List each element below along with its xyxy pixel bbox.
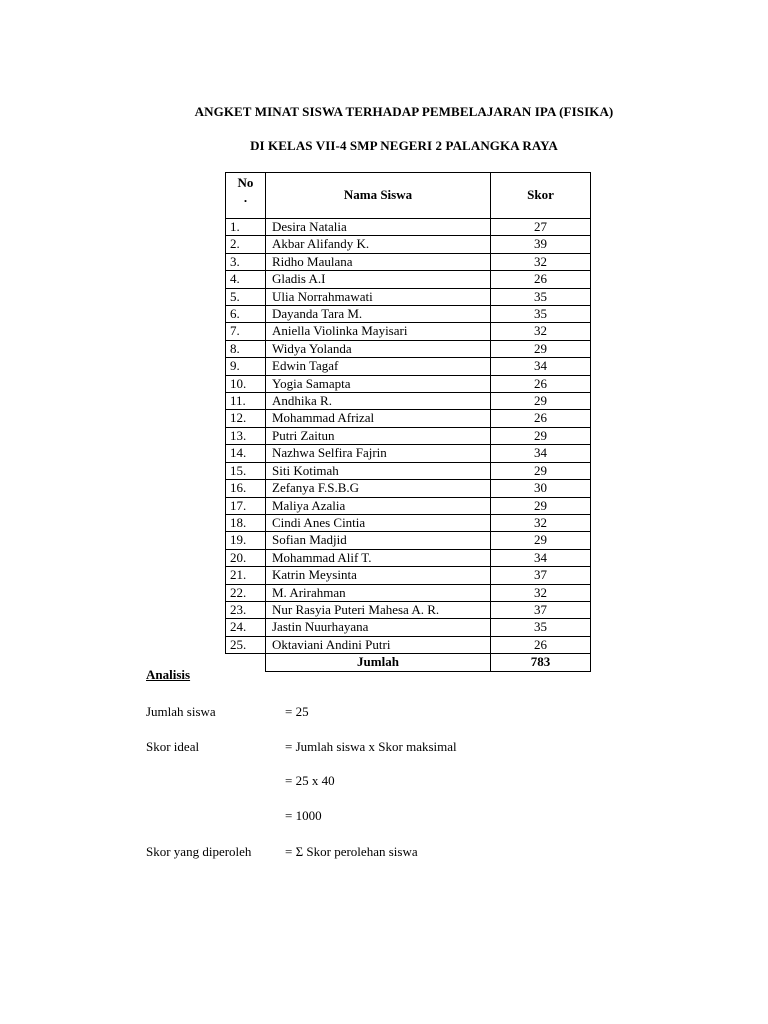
analysis-value: = 25 — [285, 704, 309, 719]
student-score: 35 — [491, 288, 591, 305]
student-name: M. Arirahman — [266, 584, 491, 601]
student-name: Yogia Samapta — [266, 375, 491, 392]
student-score: 29 — [491, 462, 591, 479]
student-score: 34 — [491, 358, 591, 375]
table-row — [226, 323, 591, 340]
row-number: 24. — [226, 619, 266, 636]
student-name: Gladis A.I — [266, 271, 491, 288]
row-number: 8. — [226, 340, 266, 357]
student-name: Dayanda Tara M. — [266, 306, 491, 323]
document-title: ANGKET MINAT SISWA TERHADAP PEMBELAJARAN IPA (FISIKA) — [194, 104, 614, 119]
student-score: 37 — [491, 601, 591, 618]
analysis-label: Jumlah siswa — [146, 704, 216, 719]
table-row — [226, 636, 591, 653]
row-number: 6. — [226, 306, 266, 323]
student-name: Nazhwa Selfira Fajrin — [266, 445, 491, 462]
student-name: Ridho Maulana — [266, 253, 491, 270]
table-row — [226, 358, 591, 375]
row-number: 3. — [226, 253, 266, 270]
student-score: 26 — [491, 271, 591, 288]
table-row — [226, 375, 591, 392]
student-score: 27 — [491, 219, 591, 236]
row-number: 11. — [226, 393, 266, 410]
row-number: 22. — [226, 584, 266, 601]
student-name: Desira Natalia — [266, 219, 491, 236]
score-table — [225, 172, 591, 672]
table-row — [226, 567, 591, 584]
student-score: 26 — [491, 375, 591, 392]
analysis-label: Skor yang diperoleh — [146, 844, 252, 859]
table-total-row — [226, 654, 591, 671]
row-number: 9. — [226, 358, 266, 375]
row-number: 12. — [226, 410, 266, 427]
table-row — [226, 253, 591, 270]
table-row — [226, 271, 591, 288]
row-number: 21. — [226, 567, 266, 584]
student-score: 29 — [491, 427, 591, 444]
student-name: Akbar Alifandy K. — [266, 236, 491, 253]
table-row — [226, 601, 591, 618]
student-name: Mohammad Alif T. — [266, 549, 491, 566]
student-name: Edwin Tagaf — [266, 358, 491, 375]
analysis-heading: Analisis — [146, 667, 191, 682]
row-number: 23. — [226, 601, 266, 618]
row-number: 1. — [226, 219, 266, 236]
table-row — [226, 497, 591, 514]
table-row — [226, 480, 591, 497]
row-number: 18. — [226, 514, 266, 531]
student-score: 29 — [491, 393, 591, 410]
student-name: Aniella Violinka Mayisari — [266, 323, 491, 340]
analysis-value: = Jumlah siswa x Skor maksimal — [285, 739, 457, 754]
student-score: 37 — [491, 567, 591, 584]
student-score: 32 — [491, 584, 591, 601]
student-name: Andhika R. — [266, 393, 491, 410]
row-number: 20. — [226, 549, 266, 566]
student-name: Nur Rasyia Puteri Mahesa A. R. — [266, 601, 491, 618]
student-name: Maliya Azalia — [266, 497, 491, 514]
student-score: 29 — [491, 532, 591, 549]
row-number: 16. — [226, 480, 266, 497]
student-score: 29 — [491, 497, 591, 514]
table-row — [226, 288, 591, 305]
student-score: 32 — [491, 253, 591, 270]
table-row — [226, 445, 591, 462]
student-score: 30 — [491, 480, 591, 497]
table-row — [226, 219, 591, 236]
total-blank-cell — [226, 654, 266, 671]
table-row — [226, 306, 591, 323]
student-score: 26 — [491, 410, 591, 427]
header-no-label: No — [237, 175, 254, 190]
student-name: Siti Kotimah — [266, 462, 491, 479]
student-name: Jastin Nuurhayana — [266, 619, 491, 636]
document-subtitle: DI KELAS VII-4 SMP NEGERI 2 PALANGKA RAYA — [250, 138, 558, 153]
table-row — [226, 427, 591, 444]
table-row — [226, 340, 591, 357]
header-name: Nama Siswa — [266, 173, 491, 219]
student-name: Mohammad Afrizal — [266, 410, 491, 427]
table-body — [226, 219, 591, 654]
analysis-label: Skor ideal — [146, 739, 200, 754]
row-number: 15. — [226, 462, 266, 479]
table-row — [226, 410, 591, 427]
analysis-value: = 1000 — [285, 808, 322, 823]
student-score: 32 — [491, 323, 591, 340]
student-score: 34 — [491, 549, 591, 566]
row-number: 14. — [226, 445, 266, 462]
student-score: 34 — [491, 445, 591, 462]
total-label: Jumlah — [266, 654, 491, 671]
table-row — [226, 549, 591, 566]
table-row — [226, 514, 591, 531]
student-score: 35 — [491, 306, 591, 323]
row-number: 19. — [226, 532, 266, 549]
student-name: Ulia Norrahmawati — [266, 288, 491, 305]
table-row — [226, 393, 591, 410]
row-number: 13. — [226, 427, 266, 444]
header-no-dot: . — [243, 190, 248, 205]
table-row — [226, 584, 591, 601]
row-number: 25. — [226, 636, 266, 653]
student-name: Katrin Meysinta — [266, 567, 491, 584]
table-row — [226, 236, 591, 253]
table-row — [226, 619, 591, 636]
row-number: 10. — [226, 375, 266, 392]
table-row — [226, 462, 591, 479]
student-name: Oktaviani Andini Putri — [266, 636, 491, 653]
row-number: 7. — [226, 323, 266, 340]
student-score: 26 — [491, 636, 591, 653]
table-header-row — [226, 173, 591, 219]
header-score: Skor — [491, 173, 591, 219]
header-no — [226, 173, 266, 219]
student-name: Widya Yolanda — [266, 340, 491, 357]
student-score: 35 — [491, 619, 591, 636]
student-score: 32 — [491, 514, 591, 531]
student-name: Cindi Anes Cintia — [266, 514, 491, 531]
row-number: 5. — [226, 288, 266, 305]
analysis-value: = Σ Skor perolehan siswa — [285, 844, 418, 859]
row-number: 2. — [226, 236, 266, 253]
student-name: Putri Zaitun — [266, 427, 491, 444]
student-score: 39 — [491, 236, 591, 253]
analysis-value: = 25 x 40 — [285, 773, 335, 788]
student-name: Sofian Madjid — [266, 532, 491, 549]
student-name: Zefanya F.S.B.G — [266, 480, 491, 497]
row-number: 4. — [226, 271, 266, 288]
table-row — [226, 532, 591, 549]
student-score: 29 — [491, 340, 591, 357]
row-number: 17. — [226, 497, 266, 514]
total-value: 783 — [491, 654, 591, 671]
